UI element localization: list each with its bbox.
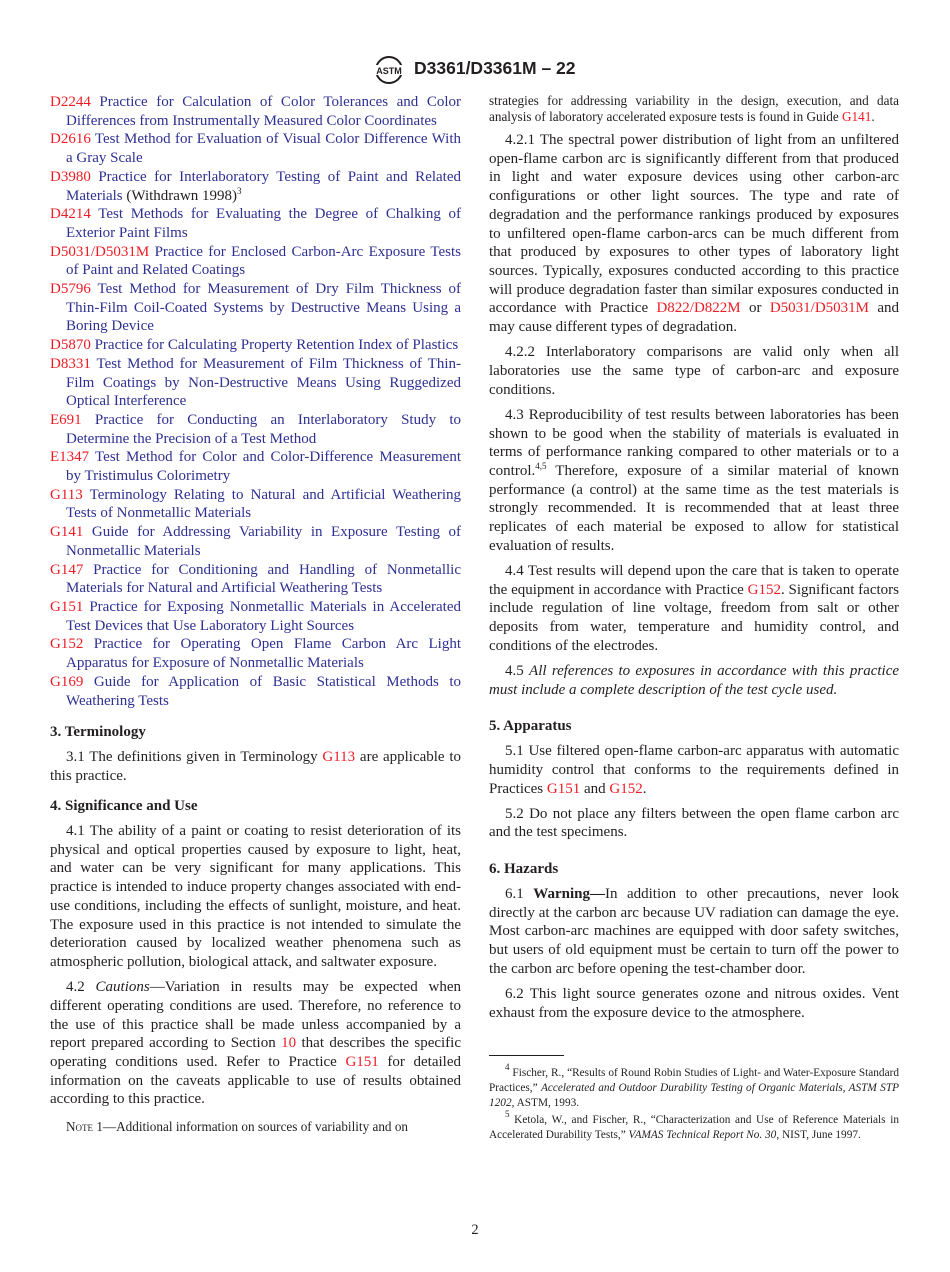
reference-link[interactable]: D2616 bbox=[50, 131, 91, 148]
reference-title[interactable]: Practice for Interlaboratory Testing of Paint and Related Materials bbox=[66, 168, 461, 204]
section-link[interactable]: 10 bbox=[281, 1035, 297, 1052]
paragraph-4-3: 4.3 Reproducibility of test results between laboratories has been shown to be good when the stability of materials is evaluated in terms of performance ranking compared to other materials or to a control.$^{4,5}$ Therefore, exposure of a similar material of known performance (a control) at the same time as the test materials is strongly recommended. It is recommended that at least three replicates of each material be exposed to allow for statistical evaluation of results. bbox=[489, 406, 899, 554]
document-designation: D3361/D3361M – 22 bbox=[414, 58, 576, 78]
paragraph-4-1: 4.1 The ability of a paint or coating to resist deterioration of its physical and optical properties caused by exposure to light, heat, and water can be very significant for many applications. This practice is intended to induce property changes associated with end-use conditions, including the effects of sunlight, moisture, and heat. The exposure used in this practice is not intended to simulate the deterioration caused by localized weather phenomena such as atmospheric pollution, biological attack, and saltwater exposure. bbox=[50, 823, 461, 970]
page-number: 2 bbox=[471, 1222, 479, 1238]
reference-link[interactable]: G141 bbox=[842, 109, 872, 124]
reference-title[interactable]: Terminology Relating to Natural and Artificial Weathering Tests of Nonmetallic Materials bbox=[66, 486, 461, 522]
reference-title[interactable]: Practice for Exposing Nonmetallic Materials in Accelerated Test Devices that Use Laboratory Light Sources bbox=[66, 598, 462, 634]
reference-title[interactable]: Practice for Conditioning and Handling of Nonmetallic Materials for Natural and Artificial Weathering Tests bbox=[66, 561, 461, 597]
reference-item bbox=[50, 130, 461, 167]
reference-item bbox=[50, 336, 461, 355]
reference-link[interactable]: G113 bbox=[50, 486, 83, 503]
note-1: Note 1—Additional information on sources of variability and on bbox=[66, 1119, 409, 1135]
paragraph-4-2-2: 4.2.2 Interlaboratory comparisons are valid only when all laboratories use the same type of carbon-arc and exposure conditions. bbox=[489, 344, 899, 398]
reference-link[interactable]: D5031/D5031M bbox=[769, 300, 869, 317]
section-heading-terminology: 3. Terminology bbox=[50, 724, 146, 741]
reference-link[interactable]: E691 bbox=[50, 411, 82, 428]
reference-item bbox=[50, 355, 461, 411]
reference-link[interactable]: E1347 bbox=[50, 449, 90, 466]
reference-link[interactable]: G151 bbox=[50, 598, 84, 615]
paragraph-4-2: 4.2 Cautions—Variation in results may be expected when different operating conditions are used. Therefore, no reference to the use of this practice shall be made unless accompanied by a report prepared according to Section 10 that describes the specific operating conditions used. Refer to Practice G151 for detailed information on the caveats applicable to use of results obtained according to this practice. bbox=[50, 979, 462, 1108]
reference-link[interactable]: D5796 bbox=[50, 281, 91, 298]
footnote-marker: 4,5 bbox=[535, 460, 547, 471]
reference-title[interactable]: Test Method for Measurement of Film Thickness of Thin-Film Coatings by Non-Destructive Means Using Ruggedized Optical Interference bbox=[66, 355, 461, 410]
footnote-divider bbox=[489, 1055, 564, 1056]
footnote-marker: 3 bbox=[237, 185, 242, 196]
paragraph-4-4: 4.4 Test results will depend upon the care that is taken to operate the equipment in accordance with Practice G152. Significant factors include regulation of line voltage, freedom from salt or other deposits from water, temperature and humidity control, and conditions of the electrodes. bbox=[489, 562, 899, 654]
footnote-4: $^4$ Fischer, R., “Results of Round Robin Studies of Light- and Water-Exposure Standard Practices,” Accelerated and Outdoor Durability Testing of Organic Materials, ASTM STP 1202, ASTM, 1993. bbox=[489, 1061, 900, 1109]
reference-item bbox=[50, 486, 461, 523]
reference-link[interactable]: D8331 bbox=[50, 355, 91, 372]
reference-title[interactable]: Test Methods for Evaluating the Degree of Chalking of Exterior Paint Films bbox=[66, 206, 461, 241]
reference-item bbox=[50, 523, 461, 560]
reference-title[interactable]: Practice for Operating Open Flame Carbon Arc Light Apparatus for Exposure of Nonmetallic Materials bbox=[66, 636, 461, 672]
page-header bbox=[0, 52, 950, 88]
paragraph-5-1: 5.1 Use filtered open-flame carbon-arc apparatus with automatic humidity control that conforms to the requirements defined in Practices G151 and G152. bbox=[489, 743, 899, 797]
astm-logo-icon bbox=[372, 54, 406, 86]
reference-link[interactable]: D4214 bbox=[50, 206, 91, 223]
reference-item bbox=[50, 168, 461, 205]
reference-item bbox=[50, 561, 461, 598]
reference-link[interactable]: G151 bbox=[345, 1053, 379, 1070]
reference-title[interactable]: Practice for Enclosed Carbon-Arc Exposure Tests of Paint and Related Coatings bbox=[66, 243, 461, 279]
reference-link[interactable]: D2244 bbox=[50, 94, 91, 110]
reference-link[interactable]: G141 bbox=[50, 524, 84, 541]
paragraph-3-1: 3.1 The definitions given in Terminology G113 are applicable to this practice. bbox=[50, 748, 461, 784]
reference-item bbox=[50, 93, 461, 130]
reference-link[interactable]: G152 bbox=[747, 581, 781, 598]
left-column bbox=[50, 93, 461, 1135]
reference-link[interactable]: G151 bbox=[546, 780, 581, 797]
paragraph-5-2: 5.2 Do not place any filters between the open flame carbon arc and the test specimens. bbox=[489, 805, 899, 841]
reference-title[interactable]: Practice for Conducting an Interlaboratory Study to Determine the Precision of a Test Method bbox=[66, 411, 461, 447]
reference-link[interactable]: G113 bbox=[322, 748, 356, 765]
reference-title[interactable]: Test Method for Evaluation of Visual Color Difference With a Gray Scale bbox=[66, 131, 462, 167]
referenced-documents-list bbox=[50, 93, 461, 710]
reference-title[interactable]: Practice for Calculating Property Retention Index of Plastics bbox=[94, 337, 459, 354]
paragraph-6-2: 6.2 This light source generates ozone and nitrous oxides. Vent exhaust from the exposure device to the atmosphere. bbox=[489, 985, 899, 1021]
reference-item bbox=[50, 635, 461, 672]
reference-status: (Withdrawn 1998) bbox=[122, 187, 238, 204]
reference-link[interactable]: D3980 bbox=[50, 168, 91, 185]
reference-item bbox=[50, 598, 461, 635]
reference-item bbox=[50, 280, 461, 336]
paragraph-4-5: 4.5 All references to exposures in accordance with this practice must include a complete description of the test cycle used. bbox=[489, 662, 900, 698]
logo-text: ASTM bbox=[376, 66, 402, 76]
reference-item bbox=[50, 243, 461, 280]
paragraph-4-2-1: 4.2.1 The spectral power distribution of light from an unfiltered open-flame carbon arc is significantly different from that produced in light and water exposure devices using other carbon-arc configurations or other light sources. The type and rate of degradation and the performance rankings produced by exposures to unfiltered open-flame carbon-arcs can be much different from that produced by exposures to other types of laboratory light sources. Typically, exposures conducted according to this practice will produce degradation faster than similar exposures conducted in accordance with Practice D822/D822M or D5031/D5031M and may cause different types of degradation. bbox=[489, 132, 899, 336]
paragraph-6-1: 6.1 Warning—In addition to other precautions, never look directly at the carbon arc because UV radiation can damage the eye. Most carbon-arc machines are equipped with door safety switches, but users of old equipment must be certain to turn off the power to the carbon arc before opening the test-chamber door. bbox=[489, 885, 900, 977]
reference-link[interactable]: D5870 bbox=[50, 337, 91, 354]
reference-item bbox=[50, 448, 461, 485]
reference-link[interactable]: G152 bbox=[609, 780, 643, 797]
section-heading-hazards: 6. Hazards bbox=[489, 861, 559, 878]
reference-title[interactable]: Guide for Addressing Variability in Exposure Testing of Nonmetallic Materials bbox=[66, 524, 462, 559]
reference-link[interactable]: G169 bbox=[50, 673, 84, 690]
reference-title[interactable]: Test Method for Measurement of Dry Film Thickness of Thin-Film Coil-Coated Systems by Destructive Means Using a Boring Device bbox=[66, 281, 462, 335]
note-1-continued: strategies for addressing variability in the design, execution, and data analysis of laboratory accelerated exposure tests is found in Guide G141. bbox=[489, 93, 899, 124]
right-column bbox=[489, 93, 899, 1145]
reference-title[interactable]: Test Method for Color and Color-Difference Measurement by Tristimulus Colorimetry bbox=[66, 449, 461, 485]
footnote-5: $^5$ Ketola, W., and Fischer, R., “Characterization and Use of Reference Materials in Accelerated Durability Tests,” VAMAS Technical Report No. 30, NIST, June 1997. bbox=[489, 1108, 899, 1141]
reference-link[interactable]: D5031/D5031M bbox=[50, 243, 150, 260]
reference-link[interactable]: D822/D822M bbox=[656, 300, 741, 317]
reference-link[interactable]: G152 bbox=[50, 636, 84, 653]
reference-item bbox=[50, 673, 461, 710]
reference-item bbox=[50, 205, 461, 242]
section-heading-significance: 4. Significance and Use bbox=[50, 798, 198, 815]
reference-title[interactable]: Practice for Calculation of Color Tolerances and Color Differences from Instrumentally Measured Color Coordinates bbox=[66, 94, 461, 129]
reference-title[interactable]: Guide for Application of Basic Statistical Methods to Weathering Tests bbox=[66, 673, 461, 709]
section-heading-apparatus: 5. Apparatus bbox=[489, 718, 572, 735]
reference-link[interactable]: G147 bbox=[50, 561, 84, 578]
reference-item bbox=[50, 411, 461, 448]
